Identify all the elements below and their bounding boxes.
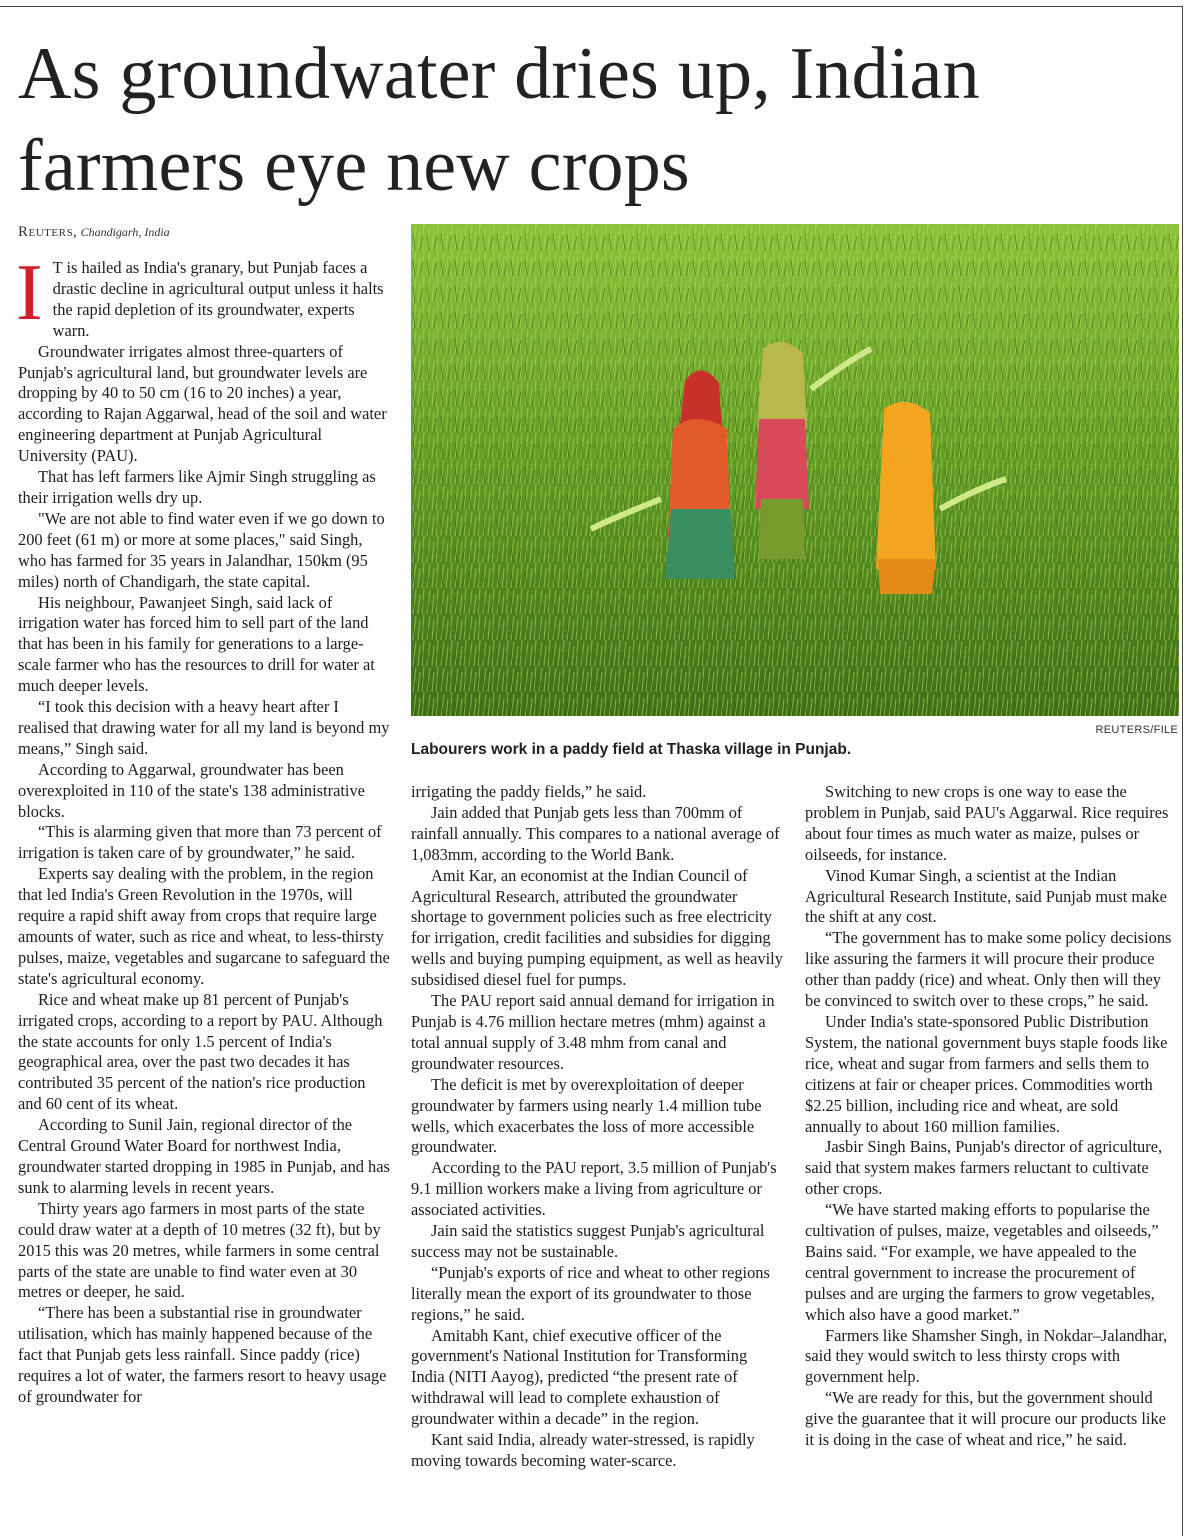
byline [18,224,170,241]
column-3 [805,782,1177,1451]
paragraph: That has left farmers like Ajmir Singh struggling as their irrigation wells dry up. [18,467,376,507]
paragraph: Under India's state-sponsored Public Distribution System, the national government buys staple foods like rice, wheat and sugar from farmers and sells them to citizens at fair or cheaper prices. Commodities worth $2.25 billion, including rice and wheat, are sold annually to about 160 million families. [805,1011,1168,1136]
byline-agency: Reuters, [18,224,78,240]
right-rule [1182,6,1183,1536]
paragraph: “We are ready for this, but the government should give the guarantee that it will procure our products like it is doing in the case of wheat and rice,” he said. [805,1388,1166,1450]
paragraph: T is hailed as India's granary, but Punjab faces a drastic decline in agricultural output unless it halts the rapid depletion of its groundwater, experts warn. [52,258,384,340]
byline-place: Chandigarh, India [80,225,170,239]
paragraph: Jain added that Punjab gets less than 700mm of rainfall annually. This compares to a national average of 1,083mm, according to the World Bank. [411,802,780,864]
paragraph: The deficit is met by overexploitation of deeper groundwater by farmers using nearly 1.4 million tube wells, which exacerbates the loss of more accessible groundwater. [411,1074,762,1157]
paragraph: The PAU report said annual demand for irrigation in Punjab is 4.76 million hectare metres (mhm) against a total annual supply of 3.48 mhm from canal and groundwater resources. [411,991,775,1073]
paragraph: His neighbour, Pawanjeet Singh, said lack of irrigation water has forced him to sell part of the land that has been in his family for generations to a large-scale farmer who has the resources to drill for water at much deeper levels. [18,592,375,696]
paragraph: Groundwater irrigates almost three-quarters of Punjab's agricultural land, but groundwater levels are dropping by 40 to 50 cm (16 to 20 inches) a year, according to Rajan Aggarwal, head of the soil and water engineering department at Punjab Agricultural University (PAU). [18,341,387,466]
paragraph: irrigating the paddy fields,” he said. [411,782,647,801]
paragraph: “The government has to make some policy decisions like assuring the farmers it will procure their produce other than paddy (rice) and wheat. Only then will they be convinced to switch over to these crops,” he said. [805,928,1172,1011]
paragraph: Vinod Kumar Singh, a scientist at the Indian Agricultural Research Institute, said Punjab must make the shift at any cost. [805,865,1167,927]
paragraph: According to Aggarwal, groundwater has been overexploited in 110 of the state's 138 administrative blocks. [18,759,365,821]
paragraph: Jasbir Singh Bains, Punjab's director of agriculture, said that system makes farmers reluctant to cultivate other crops. [805,1137,1163,1199]
paragraph: Jain said the statistics suggest Punjab's agricultural success may not be sustainable. [411,1221,765,1261]
paragraph: Amitabh Kant, chief executive officer of the government's National Institution for Transforming India (NITI Aayog), predicted “the present rate of withdrawal will lead to complete exhaustion of groundwater within a decade” in the region. [411,1325,748,1429]
paragraph: “There has been a substantial rise in groundwater utilisation, which has mainly happened because of the fact that Punjab gets less rainfall. Since paddy (rice) requires a lot of water, the farmers resort to heavy usage of groundwater for [18,1303,387,1406]
top-rule [0,6,1182,7]
paragraph: “We have started making efforts to popularise the cultivation of pulses, maize, vegetables and oilseeds,” Bains said. “For example, we have appealed to the central government to increase the procurement of pulses and are urging the farmers to grow vegetables, which also have a good market.” [805,1200,1159,1324]
paragraph: “I took this decision with a heavy heart after I realised that drawing water for all my land is beyond my means,” Singh said. [18,697,390,758]
column-2 [411,782,783,1472]
paragraph: Rice and wheat make up 81 percent of Punjab's irrigated crops, according to a report by PAU. Although the state accounts for only 1.5 percent of India's geographical area, over the past two decades it has contributed 35 percent of the nation's rice production and 60 cent of its wheat. [18,989,383,1114]
paragraph: Farmers like Shamsher Singh, in Nokdar–Jalandhar, said they would switch to less thirsty crops with government help. [805,1325,1168,1387]
paragraph: Thirty years ago farmers in most parts of the state could draw water at a depth of 10 metres (32 ft), but by 2015 this was 20 metres, while farmers in some central parts of the state are unable to find water even at 30 metres or deeper, he said. [18,1198,381,1302]
paragraph: “This is alarming given that more than 73 percent of irrigation is taken care of by groundwater,” he said. [18,822,382,863]
paragraph: Kant said India, already water-stressed, is rapidly moving towards becoming water-scarce. [411,1430,755,1470]
column-1 [16,249,390,1408]
drop-cap: I [16,249,43,337]
paragraph: According to Sunil Jain, regional director of the Central Ground Water Board for northwest India, groundwater started dropping in 1985 in Punjab, and has sunk to alarming levels in recent years. [18,1115,390,1197]
photo-credit: REUTERS/FILE [1095,724,1178,736]
paragraph: “Punjab's exports of rice and wheat to other regions literally mean the export of its groundwater to those regions,” he said. [411,1262,770,1324]
paragraph: Experts say dealing with the problem, in the region that led India's Green Revolution in the 1970s, will require a rapid shift away from crops that require large amounts of water, such as rice and wheat, to less-thirsty pulses, maize, vegetables and sugarcane to safeguard the state's agricultural economy. [18,864,390,988]
paragraph: "We are not able to find water even if we go down to 200 feet (61 m) or more at some places," said Singh, who has farmed for 35 years in Jalandhar, 150km (95 miles) north of Chandigarh, the state capital. [18,508,385,591]
headline: As groundwater dries up, Indian farmers eye new crops [18,33,980,207]
photo-caption: Labourers work in a paddy field at Thaska village in Punjab. [411,741,852,758]
paragraph: Switching to new crops is one way to ease the problem in Punjab, said PAU's Aggarwal. Rice requires about four times as much water as maize, pulses or oilseeds, for instance. [805,782,1169,864]
paragraph: Amit Kar, an economist at the Indian Council of Agricultural Research, attributed the groundwater shortage to government policies such as free electricity for irrigation, credit facilities and subsidies for digging wells and buying pumping equipment, as well as heavily subsidised diesel fuel for pumps. [411,865,783,990]
paragraph: According to the PAU report, 3.5 million of Punjab's 9.1 million workers make a living from agriculture or associated activities. [411,1158,777,1220]
photo-illustration [411,224,1179,716]
paddy-field-photo [411,224,1179,716]
